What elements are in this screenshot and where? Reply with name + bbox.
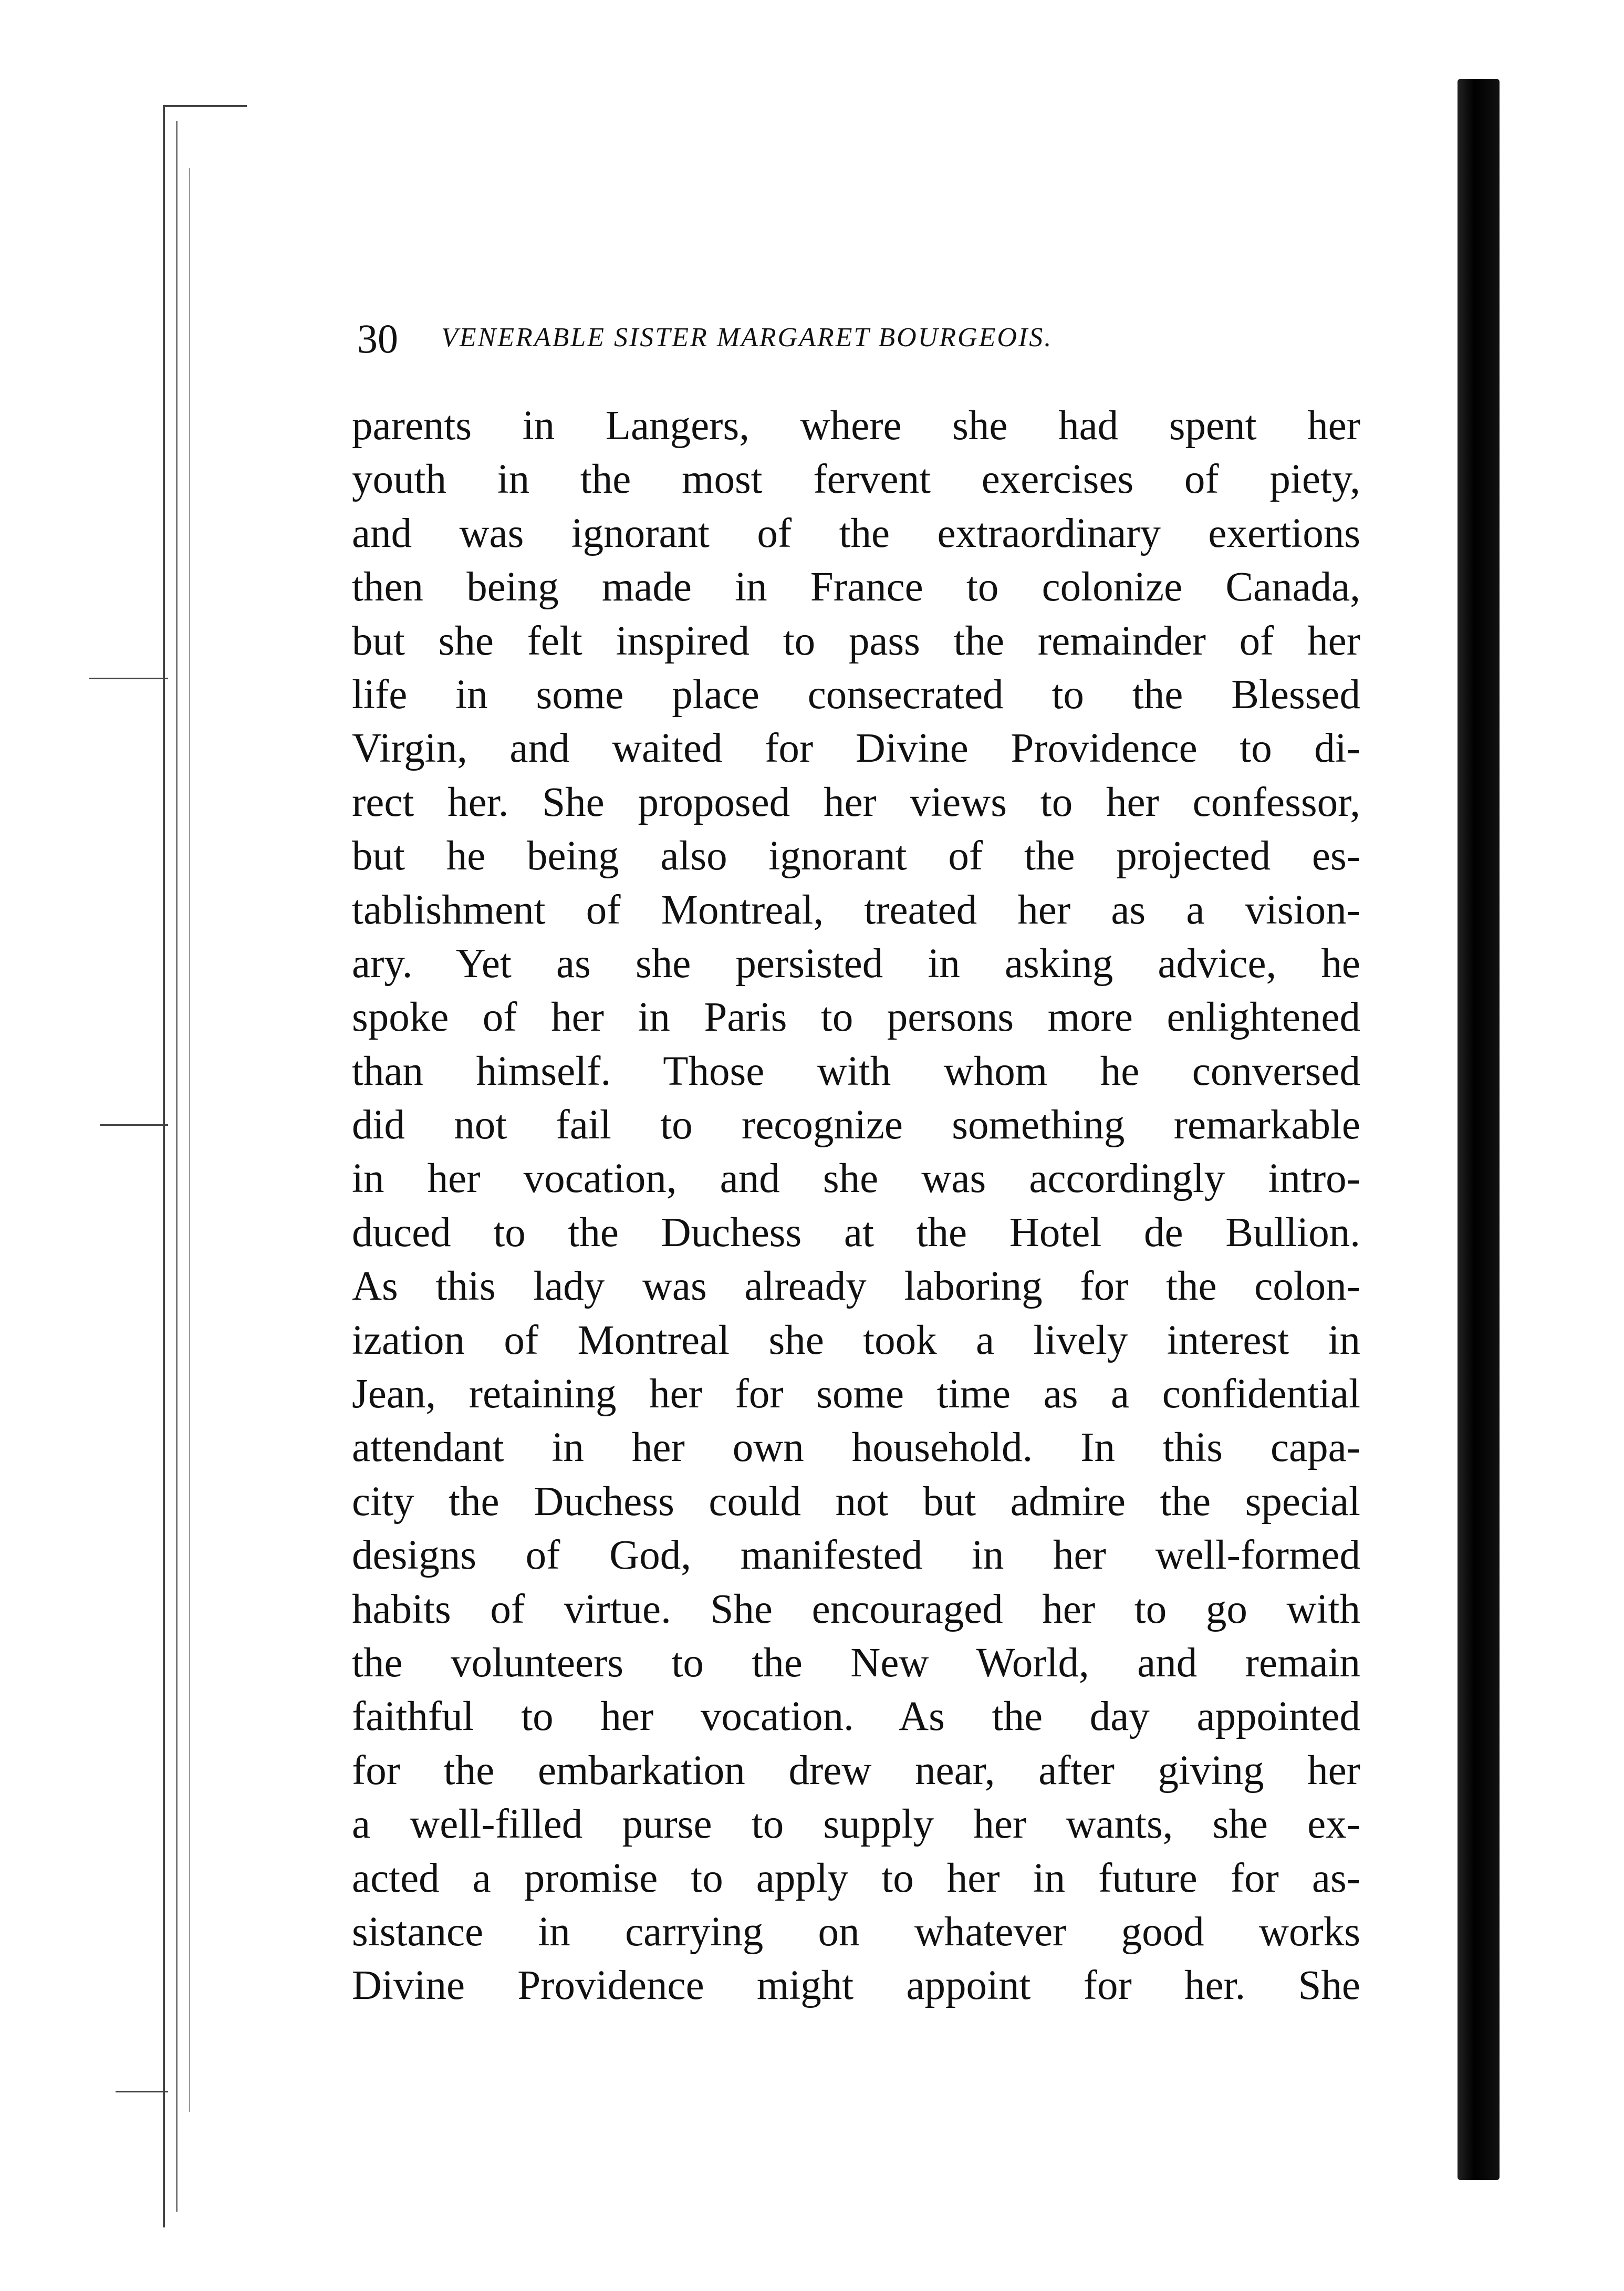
text-line: spoke of her in Paris to persons more enlightened: [352, 994, 1360, 1041]
text-line: Jean, retaining her for some time as a confidential: [352, 1371, 1360, 1417]
text-line: than himself. Those with whom he conversed: [352, 1048, 1360, 1094]
text-line: Virgin, and waited for Divine Providence to di-: [352, 725, 1360, 772]
text-line: designs of God, manifested in her well-formed: [352, 1532, 1360, 1579]
text-line: in her vocation, and she was accordingly intro-: [352, 1156, 1360, 1202]
text-line: ization of Montreal she took a lively interest in: [352, 1317, 1360, 1363]
text-line: rect her. She proposed her views to her confessor,: [352, 779, 1360, 825]
page-number: 30: [357, 316, 398, 361]
body-text: [352, 399, 1360, 2013]
text-line: Divine Providence might appoint for her. She: [352, 1963, 1360, 2009]
text-line: did not fail to recognize something remarkable: [352, 1102, 1360, 1148]
text-line: acted a promise to apply to her in future for as-: [352, 1855, 1360, 1901]
text-line: then being made in France to colonize Canada,: [352, 564, 1360, 610]
text-line: a well-filled purse to supply her wants, she ex-: [352, 1801, 1360, 1848]
text-line: city the Duchess could not but admire the special: [352, 1478, 1360, 1525]
scan-gutter-artifact: [131, 105, 221, 2227]
text-line: sistance in carrying on whatever good works: [352, 1909, 1360, 1955]
text-line: As this lady was already laboring for the colon-: [352, 1263, 1360, 1310]
text-line: attendant in her own household. In this capa-: [352, 1425, 1360, 1471]
text-line: tablishment of Montreal, treated her as a vision-: [352, 887, 1360, 933]
text-line: faithful to her vocation. As the day appointed: [352, 1694, 1360, 1740]
text-line: youth in the most fervent exercises of piety,: [352, 457, 1360, 503]
text-line: parents in Langers, where she had spent her: [352, 403, 1360, 449]
scan-right-edge: [1458, 79, 1500, 2180]
running-head: VENERABLE SISTER MARGARET BOURGEOIS.: [441, 323, 1053, 353]
text-line: ary. Yet as she persisted in asking advice, he: [352, 940, 1360, 987]
page-header: [357, 315, 1376, 362]
text-line: for the embarkation drew near, after giving her: [352, 1747, 1360, 1794]
text-line: duced to the Duchess at the Hotel de Bullion.: [352, 1209, 1360, 1256]
text-line: but he being also ignorant of the projected es-: [352, 833, 1360, 879]
text-line: the volunteers to the New World, and remain: [352, 1640, 1360, 1686]
text-line: but she felt inspired to pass the remainder of her: [352, 618, 1360, 664]
text-line: habits of virtue. She encouraged her to go with: [352, 1586, 1360, 1632]
text-line: life in some place consecrated to the Blessed: [352, 671, 1360, 718]
text-line: and was ignorant of the extraordinary exertions: [352, 510, 1360, 556]
